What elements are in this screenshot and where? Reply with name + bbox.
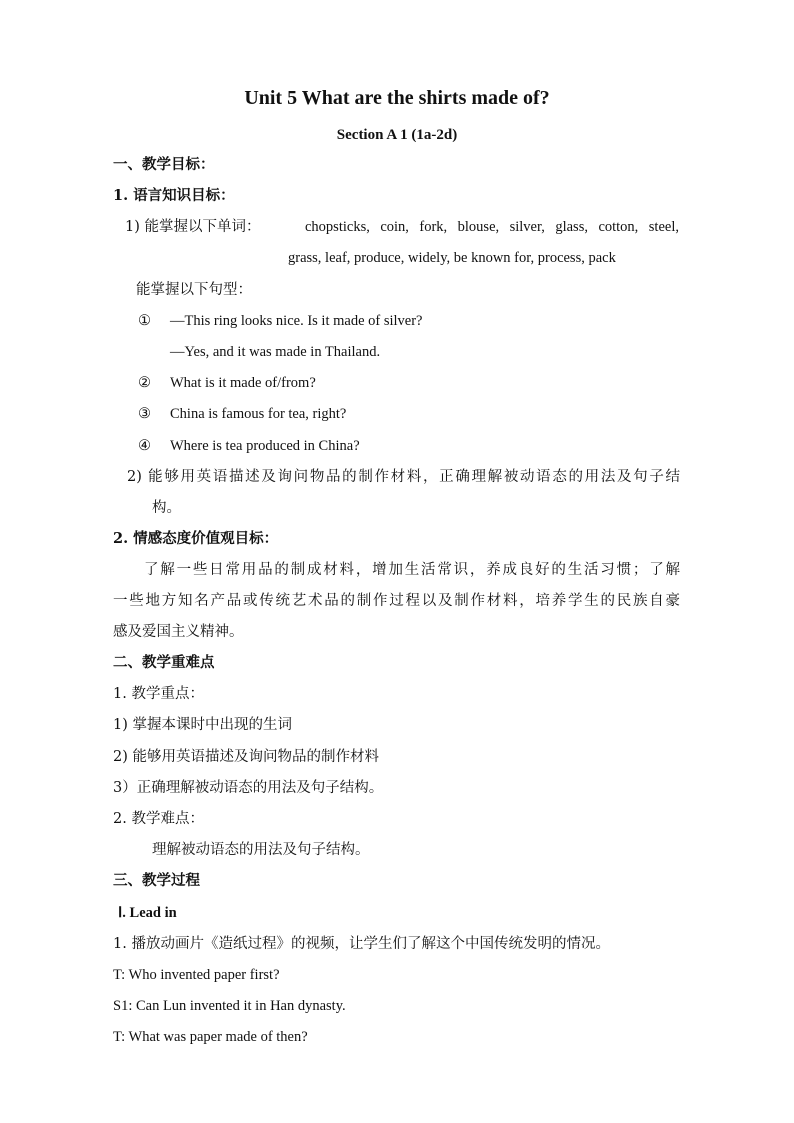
difficult-point-item: 理解被动语态的用法及句子结构。 xyxy=(152,842,370,858)
emotion-paragraph-line-1: 了解一些日常用品的制成材料，增加生活常识，养成良好的生活习惯；了解 xyxy=(144,562,680,578)
language-goals-heading: 1. 语言知识目标： xyxy=(113,187,235,204)
emotional-goals-heading: 2. 情感态度价值观目标： xyxy=(113,530,279,547)
sentence-text: Where is tea produced in China? xyxy=(170,438,360,454)
sentences-label: 能掌握以下句型： xyxy=(136,282,252,298)
emotion-paragraph-line-2: 一些地方知名产品或传统艺术品的制作过程以及制作材料，培养学生的民族自豪 xyxy=(113,593,680,609)
words-line-2: grass, leaf, produce, widely, be known for, process, pack xyxy=(288,250,616,266)
lead-in-step: 1. 播放动画片《造纸过程》的视频，让学生们了解这个中国传统发明的情况。 xyxy=(113,936,610,952)
sentence-text: —This ring looks nice. Is it made of silver? xyxy=(170,313,423,329)
dialogue-line: T: Who invented paper first? xyxy=(113,967,280,983)
document-title: Unit 5 What are the shirts made of? xyxy=(244,87,550,109)
sentence-marker: ④ xyxy=(138,438,151,454)
dialogue-line: S1: Can Lun invented it in Han dynasty. xyxy=(113,998,346,1014)
sentence-marker: ② xyxy=(138,375,151,391)
section-subtitle: Section A 1 (1a-2d) xyxy=(336,127,458,143)
words-line-1: chopsticks, coin, fork, blouse, silver, glass, cotton, steel, xyxy=(305,219,679,235)
sentence-text: —Yes, and it was made in Thailand. xyxy=(170,344,381,360)
objective-2-line-2: 构。 xyxy=(152,500,181,516)
section-1-heading: 一、教学目标： xyxy=(113,156,215,173)
key-point-item: 2) 能够用英语描述及询问物品的制作材料 xyxy=(113,749,379,765)
section-3-heading: 三、教学过程 xyxy=(113,872,200,889)
difficult-points-heading: 2. 教学难点： xyxy=(113,811,204,827)
key-point-item: 3）正确理解被动语态的用法及句子结构。 xyxy=(113,780,384,796)
sentence-marker: ③ xyxy=(138,406,151,422)
sentence-marker: ① xyxy=(138,313,151,329)
sentence-text: China is famous for tea, right? xyxy=(170,406,347,422)
section-2-heading: 二、教学重难点 xyxy=(113,654,215,671)
emotion-paragraph-line-3: 感及爱国主义精神。 xyxy=(113,624,244,640)
sentence-text: What is it made of/from? xyxy=(170,375,316,391)
key-points-heading: 1. 教学重点： xyxy=(113,686,204,702)
dialogue-line: T: What was paper made of then? xyxy=(113,1029,308,1045)
words-label: 1) 能掌握以下单词： xyxy=(125,219,261,235)
lead-in-heading: Ⅰ. Lead in xyxy=(118,905,177,921)
objective-2-line-1: 2) 能够用英语描述及询问物品的制作材料，正确理解被动语态的用法及句子结 xyxy=(127,469,680,485)
key-point-item: 1) 掌握本课时中出现的生词 xyxy=(113,717,292,733)
